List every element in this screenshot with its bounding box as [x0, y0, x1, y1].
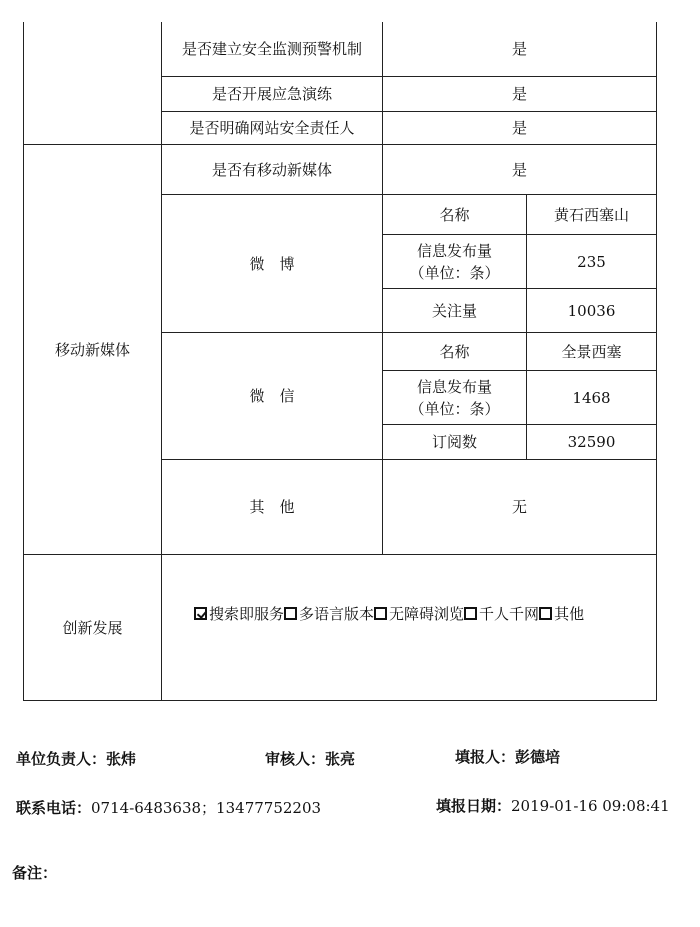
weibo-follow-value: 10036	[567, 301, 616, 320]
wechat-label: 微 信	[249, 387, 295, 405]
emergency-value: 是	[511, 85, 527, 103]
weibo-follow-label: 关注量	[431, 301, 477, 320]
wechat-count-value: 1468	[572, 388, 611, 407]
wechat-name-label: 名称	[439, 342, 470, 361]
checkbox-empty-icon[interactable]	[464, 607, 477, 620]
weibo-count-label	[383, 235, 526, 288]
remark: 备注：	[12, 864, 58, 882]
option-multi-language[interactable]: 多语言版本	[284, 603, 374, 624]
checkbox-empty-icon[interactable]	[374, 607, 387, 620]
wechat-count-label-line1: 信息发布量	[416, 377, 492, 396]
media-section-label: 移动新媒体	[54, 340, 130, 359]
checkbox-empty-icon[interactable]	[284, 607, 297, 620]
wechat-count-label	[383, 371, 526, 424]
unit-head: 单位负责人：张炜	[16, 750, 137, 768]
responsible-value: 是	[511, 119, 527, 137]
responsible-label: 是否明确网站安全责任人	[189, 119, 355, 137]
reviewer: 审核人：张亮	[265, 750, 356, 768]
other-label: 其 他	[249, 498, 295, 516]
weibo-count-label-line2: （单位：条）	[409, 263, 500, 282]
checkbox-empty-icon[interactable]	[539, 607, 552, 620]
option-personalized[interactable]: 千人千网	[464, 603, 539, 624]
weibo-label: 微 博	[249, 254, 295, 273]
option-other[interactable]: 其他	[539, 603, 584, 624]
other-value: 无	[511, 498, 527, 516]
contact-phone: 联系电话：0714-6483638；13477752203	[16, 799, 322, 817]
fill-date: 填报日期：2019-01-16 09:08:41	[436, 797, 670, 815]
option-search-service[interactable]: 搜索即服务	[194, 603, 284, 624]
emergency-label: 是否开展应急演练	[211, 85, 332, 103]
has-media-value: 是	[511, 160, 527, 179]
innovation-label: 创新发展	[62, 618, 123, 637]
innovation-options	[194, 603, 584, 624]
wechat-sub-label: 订阅数	[431, 433, 477, 451]
weibo-name-label: 名称	[439, 205, 470, 224]
has-media-label: 是否有移动新媒体	[211, 160, 332, 179]
weibo-count-value: 235	[577, 252, 606, 271]
filler: 填报人：彭德培	[455, 748, 561, 766]
checkbox-checked-icon[interactable]	[194, 607, 207, 620]
wechat-sub-value: 32590	[567, 433, 616, 451]
monitor-value: 是	[511, 40, 527, 58]
monitor-label: 是否建立安全监测预警机制	[182, 40, 363, 58]
wechat-name-value: 全景西塞	[561, 342, 622, 361]
option-accessibility[interactable]: 无障碍浏览	[374, 603, 464, 624]
wechat-count-label-line2: （单位：条）	[409, 399, 500, 418]
weibo-name-value: 黄石西塞山	[553, 205, 629, 224]
weibo-count-label-line1: 信息发布量	[416, 241, 492, 260]
